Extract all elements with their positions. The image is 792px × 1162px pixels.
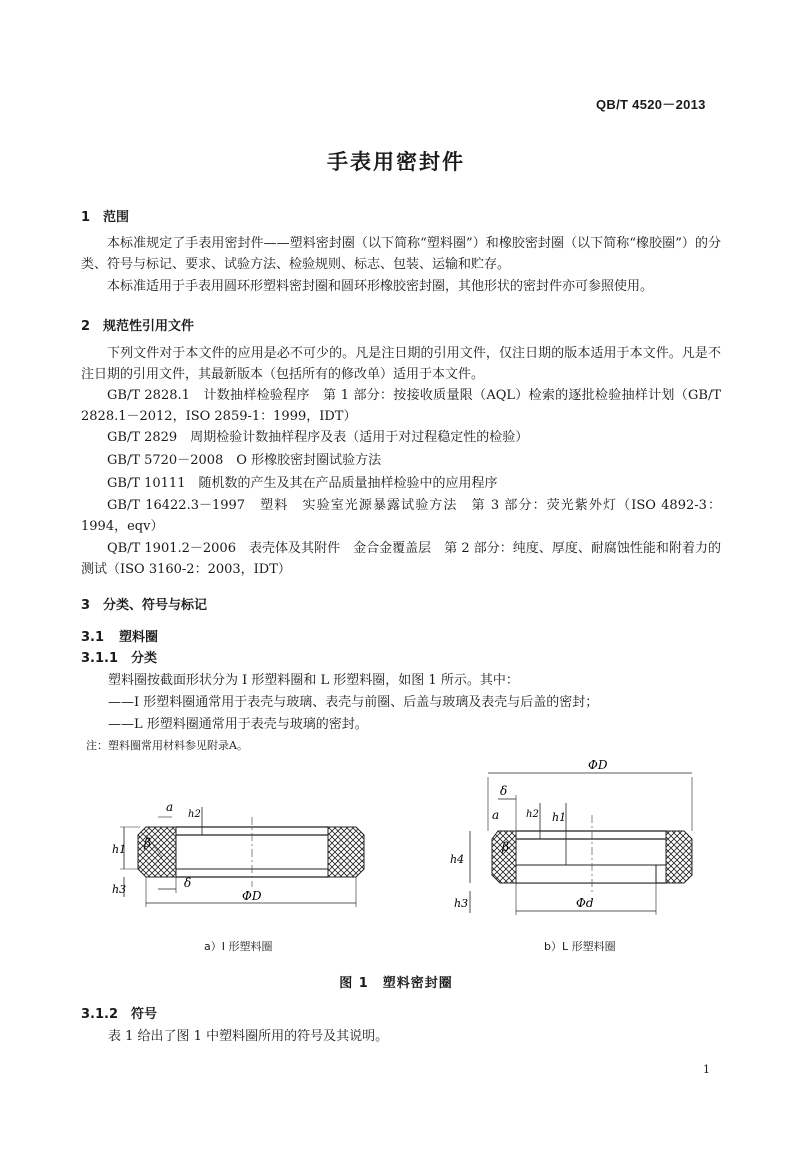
section-3-1-1-heading bbox=[81, 647, 157, 666]
section-1-heading bbox=[81, 206, 129, 225]
page-number: 1 bbox=[703, 1063, 710, 1076]
figure-b-l-ring bbox=[440, 755, 700, 925]
reference-item: QB/T 1901.2－2006 表壳体及其附件 金合金覆盖层 第 2 部分：纯度、厚度、耐腐蚀性能和附着力的测试（ISO 3160-2：2003，IDT） bbox=[81, 541, 721, 577]
standard-code: QB/T 4520－2013 bbox=[596, 97, 706, 112]
figure-a-caption: a）I 形塑料圈 bbox=[204, 940, 273, 953]
section-number: 3.1.2 bbox=[81, 1007, 119, 1022]
label-a: a bbox=[492, 808, 500, 822]
section-number: 3.1.1 bbox=[81, 651, 119, 666]
section-1-para-1: 本标准规定了手表用密封件——塑料密封圈（以下简称“塑料圈”）和橡胶密封圈（以下简称“橡胶圈”）的分类、符号与标记、要求、试验方法、检验规则、标志、包装、运输和贮存。 bbox=[81, 236, 721, 272]
reference-item: GB/T 2829 周期检验计数抽样程序及表（适用于对过程稳定性的检验） bbox=[107, 430, 529, 445]
left-ring-section bbox=[138, 827, 176, 877]
label-delta: δ bbox=[184, 876, 192, 890]
section-number: 1 bbox=[81, 210, 91, 225]
list-item: ——L 形塑料圈通常用于表壳与玻璃的密封。 bbox=[108, 717, 368, 732]
section-2-heading bbox=[81, 315, 194, 334]
figure-b-caption: b）L 形塑料圈 bbox=[544, 940, 616, 953]
label-beta: β bbox=[144, 836, 151, 850]
note: 注：塑料圈常用材料参见附录A。 bbox=[86, 739, 248, 752]
label-h4: h4 bbox=[450, 853, 465, 866]
figure-a-i-ring bbox=[110, 795, 370, 915]
right-ring-section bbox=[666, 831, 692, 883]
section-3-1-2-heading bbox=[81, 1003, 157, 1022]
section-title: 塑料圈 bbox=[119, 630, 159, 645]
label-delta: δ bbox=[500, 784, 508, 798]
section-number: 2 bbox=[81, 319, 91, 334]
section-title: 分类、符号与标记 bbox=[103, 598, 208, 613]
section-3-1-heading bbox=[81, 626, 158, 645]
label-h1: h1 bbox=[112, 843, 127, 856]
section-2-intro: 下列文件对于本文件的应用是必不可少的。凡是注日期的引用文件，仅注日期的版本适用于本文件。凡是不注日期的引用文件，其最新版本（包括所有的修改单）适用于本文件。 bbox=[81, 346, 721, 382]
section-3-heading bbox=[81, 594, 207, 613]
reference-item: GB/T 10111 随机数的产生及其在产品质量抽样检验中的应用程序 bbox=[107, 476, 498, 491]
label-diameter-D: ΦD bbox=[242, 889, 262, 903]
right-ring-section bbox=[328, 827, 364, 877]
label-h3: h3 bbox=[112, 883, 127, 896]
label-a: a bbox=[166, 800, 174, 814]
reference-item: GB/T 5720－2008 O 形橡胶密封圈试验方法 bbox=[107, 453, 382, 468]
symbols-text: 表 1 给出了图 1 中塑料圈所用的符号及其说明。 bbox=[108, 1029, 389, 1044]
classification-text: 塑料圈按截面形状分为 I 形塑料圈和 L 形塑料圈，如图 1 所示。其中： bbox=[108, 673, 519, 688]
section-number: 3 bbox=[81, 598, 91, 613]
label-h2: h2 bbox=[188, 809, 201, 820]
section-1-para-2: 本标准适用于手表用圆环形塑料密封圈和圆环形橡胶密封圈，其他形状的密封件亦可参照使用。 bbox=[107, 279, 654, 294]
figure-caption: 图 1 塑料密封圈 bbox=[339, 976, 453, 991]
reference-item: GB/T 16422.3－1997 塑料 实验室光源暴露试验方法 第 3 部分：荧光紫外灯（ISO 4892-3：1994，eqv） bbox=[81, 498, 721, 534]
label-h3: h3 bbox=[454, 897, 469, 910]
list-item: ——I 形塑料圈通常用于表壳与玻璃、表壳与前圈、后盖与玻璃及表壳与后盖的密封； bbox=[108, 695, 599, 710]
section-title: 规范性引用文件 bbox=[103, 319, 195, 334]
document-title: 手表用密封件 bbox=[327, 150, 465, 174]
left-ring-section bbox=[492, 831, 516, 883]
section-number: 3.1 bbox=[81, 630, 105, 645]
reference-item: GB/T 2828.1 计数抽样检验程序 第 1 部分：按接收质量限（AQL）检索的逐批检验抽样计划（GB/T 2828.1－2012，ISO 2859-1：1999，IDT） bbox=[81, 388, 721, 424]
section-title: 符号 bbox=[131, 1007, 158, 1022]
label-h2: h2 bbox=[526, 809, 539, 820]
label-diameter-D: ΦD bbox=[588, 758, 608, 772]
label-beta: β bbox=[502, 840, 509, 854]
section-title: 范围 bbox=[103, 210, 130, 225]
label-diameter-d: Φd bbox=[576, 896, 594, 910]
label-h1: h1 bbox=[552, 811, 567, 824]
section-title: 分类 bbox=[131, 651, 158, 666]
